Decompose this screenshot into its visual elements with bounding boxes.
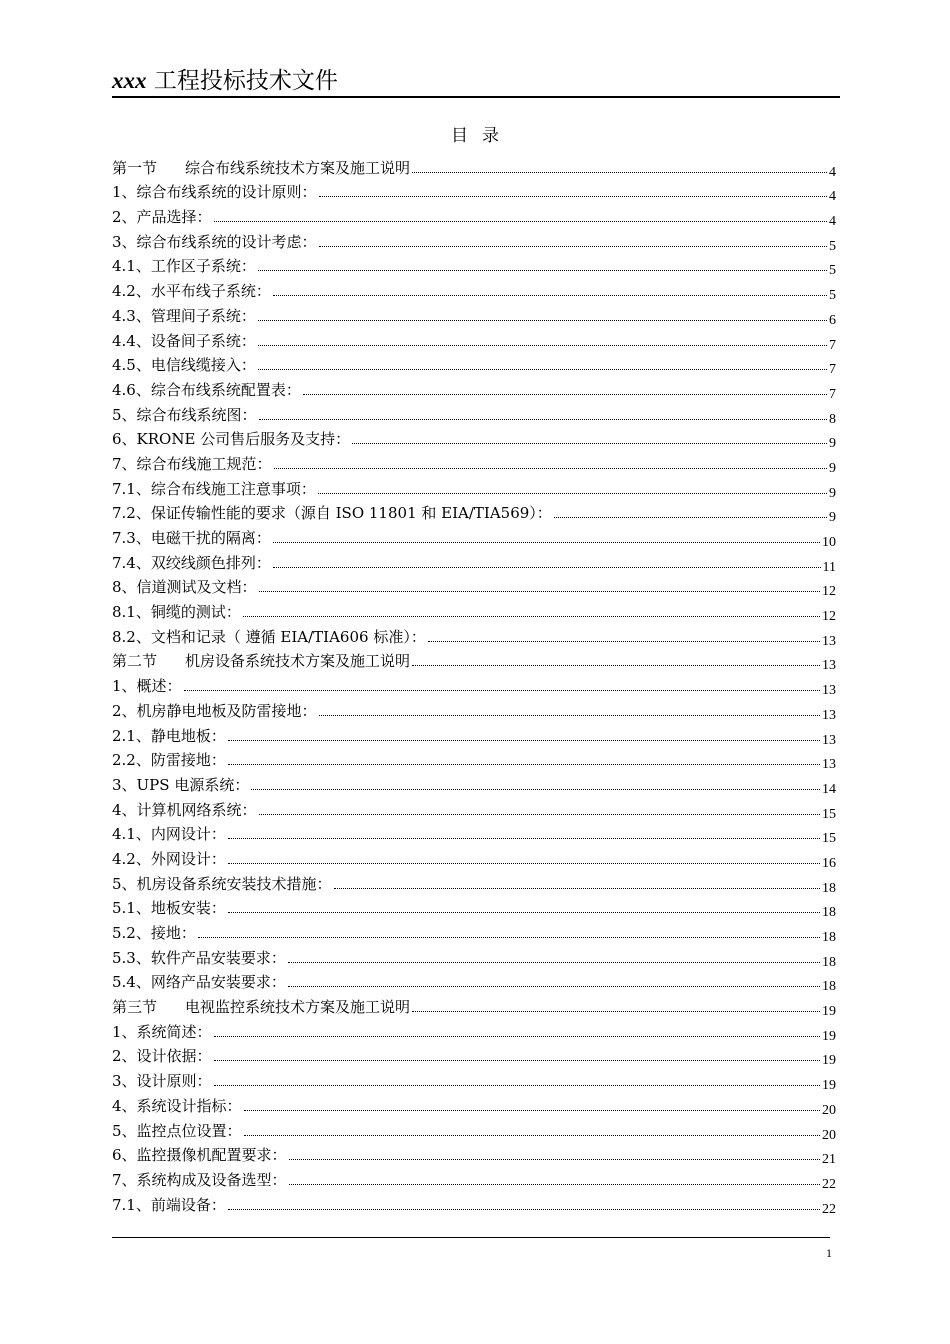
toc-page-number: 13 — [822, 633, 836, 649]
toc-page-number: 7 — [829, 337, 836, 353]
toc-entry[interactable] — [112, 201, 836, 230]
toc-entry[interactable] — [112, 473, 836, 501]
toc-entry-text: 7、系统构成及设备选型： — [112, 1170, 287, 1189]
toc-page-number: 15 — [822, 806, 836, 822]
toc-entry-label — [112, 307, 256, 325]
toc-entry[interactable] — [112, 1016, 836, 1044]
toc-entry-label — [112, 578, 257, 596]
toc-dot-leader — [184, 690, 820, 691]
toc-entry[interactable] — [112, 794, 836, 822]
toc-entry-text: 5、监控点位设置： — [112, 1121, 242, 1140]
toc-page-number: 16 — [822, 855, 836, 871]
toc-entry-label — [112, 924, 196, 942]
toc-entry-label — [112, 628, 426, 646]
toc-page-number: 5 — [829, 288, 836, 304]
toc-entry-label — [112, 677, 182, 695]
toc-entry-label — [112, 1097, 242, 1115]
toc-entry-text: 1、系统简述： — [112, 1022, 212, 1041]
toc-entry-label — [112, 727, 226, 745]
toc-entry[interactable] — [112, 251, 836, 279]
toc-entry-label — [112, 825, 226, 843]
toc-section-title: 综合布线系统技术方案及施工说明 — [185, 158, 411, 177]
toc-dot-leader — [244, 1135, 820, 1136]
toc-dot-leader — [319, 246, 827, 247]
toc-entry[interactable] — [112, 1189, 836, 1217]
toc-entry[interactable] — [112, 424, 836, 452]
toc-page-number: 22 — [822, 1201, 836, 1217]
toc-page-number: 18 — [822, 930, 836, 945]
toc-entry[interactable] — [112, 843, 836, 871]
toc-dot-leader — [412, 1011, 820, 1012]
toc-entry-label — [112, 529, 271, 547]
toc-dot-leader — [259, 419, 827, 420]
toc-entry-text: 4.5、电信线缆接入： — [112, 356, 256, 375]
table-of-contents — [112, 152, 836, 1217]
toc-entry-label — [112, 949, 286, 967]
toc-entry-text: 3、设计原则： — [112, 1072, 212, 1091]
toc-entry-label — [112, 554, 271, 572]
toc-entry-label — [112, 332, 256, 350]
document-title-prefix: xxx — [112, 68, 147, 93]
toc-dot-leader — [428, 641, 820, 642]
toc-entry[interactable] — [112, 942, 836, 970]
toc-dot-leader — [214, 1085, 820, 1086]
toc-section-title: 电视监控系统技术方案及施工说明 — [185, 998, 411, 1017]
toc-entry[interactable] — [112, 522, 836, 550]
toc-entry[interactable] — [112, 177, 836, 205]
toc-entry-text: 1、综合布线系统的设计原则： — [112, 183, 317, 202]
toc-entry-label — [112, 455, 272, 473]
toc-page-number: 13 — [822, 707, 836, 723]
toc-entry-label — [112, 1146, 287, 1164]
toc-entry[interactable] — [112, 868, 836, 896]
toc-dot-leader — [554, 517, 827, 518]
toc-page-number: 5 — [829, 263, 836, 279]
toc-dot-leader — [273, 542, 820, 543]
toc-entry-text: 7.2、保证传输性能的要求（源自 ISO 11801 和 EIA/TIA569）： — [112, 504, 552, 523]
toc-entry-text: 7.4、双绞线颜色排列： — [112, 553, 271, 572]
toc-entry-label — [112, 406, 257, 424]
toc-entry-text: 5.3、软件产品安装要求： — [112, 948, 286, 967]
toc-page-number: 18 — [822, 954, 836, 970]
toc-entry-text: 5、机房设备系统安装技术措施： — [112, 874, 332, 893]
toc-dot-leader — [228, 740, 820, 741]
toc-page-number: 9 — [829, 485, 836, 501]
footer-divider — [112, 1237, 830, 1238]
toc-entry[interactable] — [112, 819, 836, 847]
toc-page-number: 20 — [822, 1127, 836, 1143]
toc-entry[interactable] — [112, 991, 836, 1020]
toc-entry[interactable] — [112, 498, 836, 526]
toc-page-number: 7 — [829, 386, 836, 402]
toc-page-number: 12 — [822, 584, 836, 600]
toc-entry-text: 2、设计依据： — [112, 1047, 212, 1066]
toc-entry[interactable] — [112, 621, 836, 649]
toc-entry-label — [112, 1023, 212, 1041]
toc-dot-leader — [258, 270, 827, 271]
toc-entry[interactable] — [112, 1140, 836, 1168]
toc-entry[interactable] — [112, 1115, 836, 1143]
toc-entry[interactable] — [112, 275, 836, 304]
toc-dot-leader — [412, 665, 820, 666]
toc-entry-text: 4、系统设计指标： — [112, 1096, 242, 1115]
toc-page-number: 14 — [822, 781, 836, 797]
toc-entry[interactable] — [112, 374, 836, 402]
page-number: 1 — [826, 1246, 832, 1260]
toc-entry-text: 2、产品选择： — [112, 208, 212, 227]
toc-entry[interactable] — [112, 769, 836, 797]
toc-dot-leader — [228, 863, 820, 864]
toc-dot-leader — [289, 1159, 820, 1160]
toc-page-number: 18 — [822, 905, 836, 921]
toc-page-number: 12 — [822, 609, 836, 625]
toc-dot-leader — [258, 369, 827, 370]
toc-entry-text: 1、概述： — [112, 677, 182, 696]
toc-entry-text: 5.2、接地： — [112, 924, 196, 942]
toc-entry[interactable] — [112, 226, 836, 254]
toc-page-number: 8 — [829, 411, 836, 427]
toc-page-number: 13 — [822, 732, 836, 748]
toc-dot-leader — [273, 295, 827, 296]
toc-entry[interactable] — [112, 893, 836, 921]
toc-entry-label — [112, 702, 317, 720]
toc-dot-leader — [289, 1184, 820, 1185]
toc-entry-text: 5、综合布线系统图： — [112, 405, 257, 424]
toc-dot-leader — [228, 1209, 820, 1210]
toc-entry-label — [112, 480, 316, 498]
toc-entry-text: 4.1、工作区子系统： — [112, 257, 256, 276]
toc-entry-label — [112, 801, 257, 819]
toc-entry-label — [112, 356, 256, 374]
toc-entry-text: 7.1、前端设备： — [112, 1195, 226, 1214]
toc-entry-text: 4.6、综合布线系统配置表： — [112, 380, 301, 399]
toc-page-number: 9 — [829, 460, 836, 476]
toc-entry-text: 4.3、管理间子系统： — [112, 306, 256, 325]
toc-entry-text: 第一节 — [112, 158, 158, 177]
toc-dot-leader — [214, 1036, 820, 1037]
toc-entry[interactable] — [112, 1041, 836, 1069]
toc-entry-label — [112, 1196, 226, 1214]
toc-dot-leader — [243, 616, 820, 617]
toc-heading: 目录 — [451, 126, 513, 146]
toc-page-number: 21 — [822, 1152, 836, 1168]
toc-entry-label — [112, 776, 249, 794]
toc-entry[interactable] — [112, 448, 836, 476]
toc-page-number: 4 — [829, 214, 836, 230]
toc-dot-leader — [214, 1060, 820, 1061]
toc-entry-text: 6、监控摄像机配置要求： — [112, 1146, 287, 1165]
toc-entry-text: 5.4、网络产品安装要求： — [112, 973, 286, 992]
toc-dot-leader — [258, 345, 827, 346]
toc-entry[interactable] — [112, 917, 836, 945]
toc-entry-text: 7.3、电磁干扰的隔离： — [112, 529, 271, 547]
toc-entry-label — [112, 504, 552, 522]
toc-page-number: 19 — [822, 1028, 836, 1044]
toc-page-number: 13 — [822, 658, 836, 674]
toc-page-number: 9 — [829, 510, 836, 526]
toc-dot-leader — [228, 764, 820, 765]
toc-entry-text: 2.2、防雷接地： — [112, 751, 226, 770]
toc-dot-leader — [198, 937, 820, 938]
toc-entry-label — [112, 850, 226, 868]
toc-entry-label — [112, 1072, 212, 1090]
toc-section-title: 机房设备系统技术方案及施工说明 — [185, 652, 411, 671]
toc-entry-text: 第三节 — [112, 998, 158, 1017]
toc-dot-leader — [259, 591, 820, 592]
toc-entry-text: 4.2、水平布线子系统： — [112, 282, 271, 301]
toc-page-number: 19 — [822, 1004, 836, 1020]
toc-entry[interactable] — [112, 572, 836, 600]
toc-dot-leader — [244, 1110, 820, 1111]
toc-dot-leader — [334, 888, 820, 889]
toc-entry[interactable] — [112, 547, 836, 575]
toc-entry[interactable] — [112, 646, 836, 674]
toc-dot-leader — [274, 468, 827, 469]
toc-page-number: 10 — [822, 535, 836, 550]
toc-entry[interactable] — [112, 399, 836, 427]
toc-entry-label — [112, 159, 410, 177]
toc-entry-label — [112, 208, 212, 226]
toc-entry-text: 第二节 — [112, 652, 158, 671]
toc-page-number: 9 — [829, 436, 836, 452]
toc-page-number: 20 — [822, 1102, 836, 1118]
toc-dot-leader — [318, 493, 827, 494]
toc-entry-text: 2.1、静电地板： — [112, 726, 226, 745]
toc-page-number: 7 — [829, 362, 836, 378]
toc-entry-label — [112, 1047, 212, 1065]
toc-dot-leader — [258, 320, 827, 321]
toc-page-number: 19 — [822, 1053, 836, 1069]
toc-page-number: 5 — [829, 238, 836, 254]
toc-dot-leader — [273, 567, 821, 568]
toc-page-number: 19 — [822, 1078, 836, 1094]
toc-entry-text: 7.1、综合布线施工注意事项： — [112, 479, 316, 498]
toc-page-number: 4 — [829, 164, 836, 180]
toc-entry-text: 3、综合布线系统的设计考虑： — [112, 232, 317, 251]
toc-entry-label — [112, 1122, 242, 1140]
toc-entry-label — [112, 603, 241, 621]
toc-entry[interactable] — [112, 1065, 836, 1094]
toc-page-number: 4 — [829, 189, 836, 205]
toc-page-number: 13 — [822, 683, 836, 699]
toc-entry-text: 8、信道测试及文档： — [112, 578, 257, 597]
toc-entry-label — [112, 257, 256, 275]
toc-entry[interactable] — [112, 720, 836, 748]
toc-entry-text: 2、机房静电地板及防雷接地： — [112, 701, 317, 720]
toc-entry-text: 4.1、内网设计： — [112, 825, 226, 844]
toc-entry[interactable] — [112, 745, 836, 773]
toc-dot-leader — [319, 715, 820, 716]
toc-page-number: 18 — [822, 880, 836, 896]
toc-dot-leader — [412, 172, 827, 173]
toc-entry-label — [112, 233, 317, 251]
toc-dot-leader — [228, 912, 820, 913]
toc-entry-text: 4、计算机网络系统： — [112, 800, 257, 819]
toc-entry[interactable] — [112, 596, 836, 625]
toc-dot-leader — [319, 196, 827, 197]
toc-entry-label — [112, 652, 410, 670]
toc-dot-leader — [288, 962, 820, 963]
toc-entry-label — [112, 875, 332, 893]
toc-entry[interactable] — [112, 350, 836, 378]
toc-dot-leader — [228, 838, 820, 839]
document-title — [112, 62, 338, 95]
toc-entry[interactable] — [112, 325, 836, 353]
toc-dot-leader — [251, 789, 820, 790]
toc-entry[interactable] — [112, 1090, 836, 1118]
toc-entry-text: 5.1、地板安装： — [112, 899, 226, 918]
toc-entry-label — [112, 1171, 287, 1189]
toc-entry-label — [112, 381, 301, 399]
toc-entry-text: 4.4、设备间子系统： — [112, 331, 256, 350]
toc-entry[interactable] — [112, 300, 836, 328]
toc-entry-text: 8.1、铜缆的测试： — [112, 603, 241, 622]
toc-entry-text: 6、KRONE 公司售后服务及支持： — [112, 430, 351, 449]
toc-entry-label — [112, 973, 286, 991]
toc-entry-label — [112, 282, 271, 300]
toc-entry-text: 8.2、文档和记录（ 遵循 EIA/TIA606 标准）： — [112, 627, 426, 646]
toc-dot-leader — [214, 221, 827, 222]
toc-entry-text: 3、UPS 电源系统： — [112, 775, 250, 794]
toc-entry[interactable] — [112, 967, 836, 995]
toc-entry[interactable] — [112, 152, 836, 180]
toc-entry[interactable] — [112, 1164, 836, 1192]
toc-entry-label — [112, 998, 410, 1016]
toc-entry-label — [112, 751, 226, 769]
toc-page-number: 15 — [822, 831, 836, 847]
toc-page-number: 22 — [822, 1176, 836, 1192]
toc-page-number: 11 — [822, 559, 836, 575]
toc-dot-leader — [259, 814, 820, 815]
toc-entry-label — [112, 183, 317, 201]
toc-entry-text: 4.2、外网设计： — [112, 849, 226, 868]
toc-page-number: 13 — [822, 757, 836, 773]
document-title-text: 工程投标技术文件 — [153, 68, 338, 94]
toc-dot-leader — [303, 394, 827, 395]
toc-entry-text: 7、综合布线施工规范： — [112, 454, 272, 473]
toc-page-number: 6 — [829, 312, 836, 328]
toc-dot-leader — [288, 986, 820, 987]
toc-entry[interactable] — [112, 695, 836, 723]
toc-entry-label — [112, 430, 350, 448]
toc-entry[interactable] — [112, 670, 836, 699]
toc-entry-label — [112, 899, 226, 917]
toc-page-number: 18 — [822, 979, 836, 995]
toc-dot-leader — [352, 443, 827, 444]
page-header — [112, 58, 840, 98]
